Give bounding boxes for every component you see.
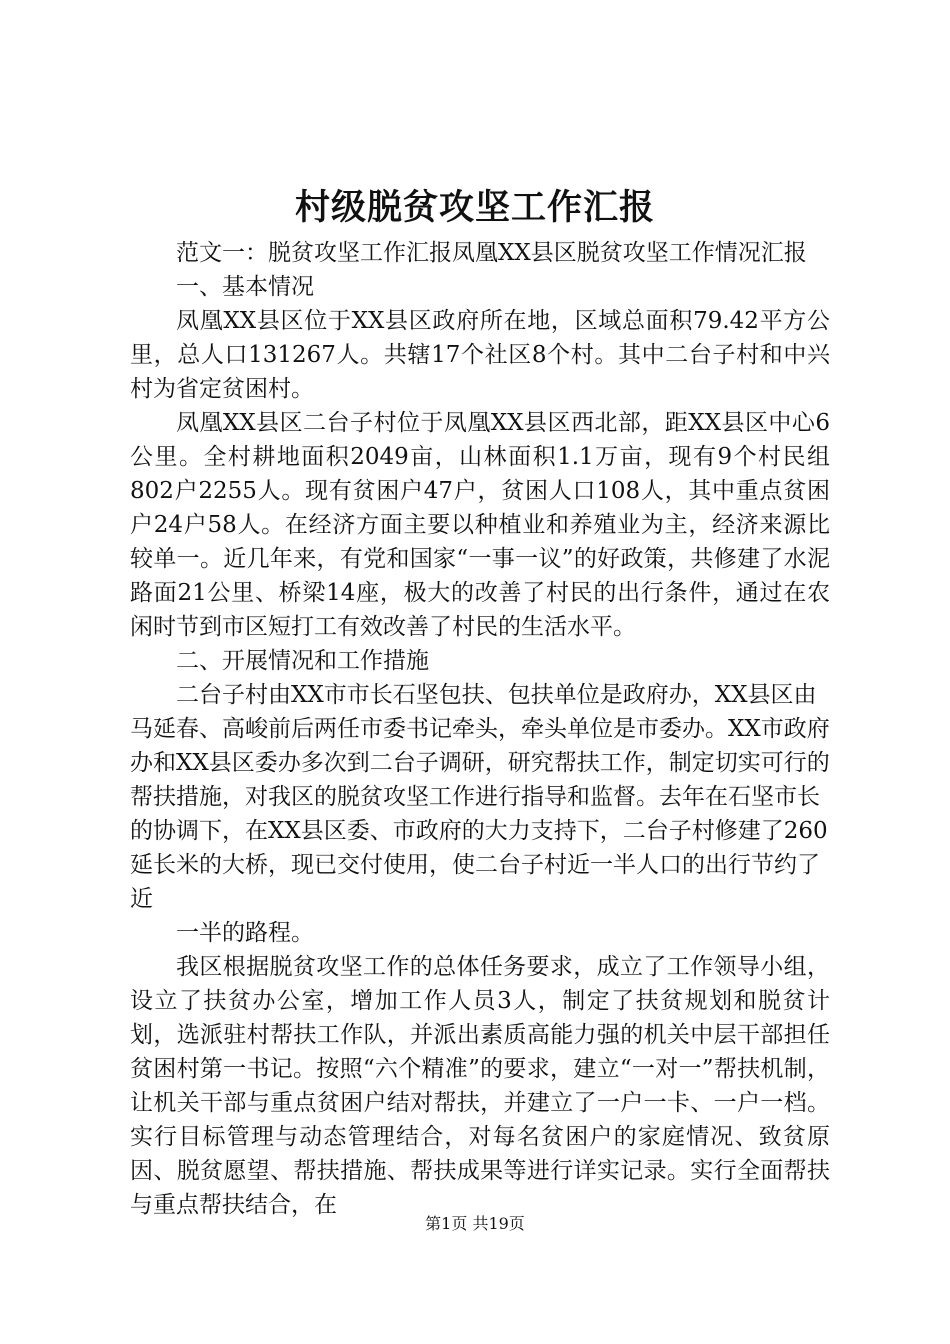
section-heading-measures: 二、开展情况和工作措施 [176,648,429,674]
section-heading-basic: 一、基本情况 [176,274,314,300]
paragraph-intro: 范文一：脱贫攻坚工作汇报凤凰XX县区脱贫攻坚工作情况汇报 [176,240,807,266]
document-body [130,236,830,1222]
page-number: 第1页 共19页 [425,1214,525,1233]
paragraph: 我区根据脱贫攻坚工作的总体任务要求，成立了工作领导小组，设立了扶贫办公室，增加工作人员3人，制定了扶贫规划和脱贫计划，选派驻村帮扶工作队，并派出素质高能力强的机关中层干部担任贫困村第一书记。按照“六个精准”的要求，建立“一对一”帮扶机制，让机关干部与重点贫困户结对帮扶，并建立了一户一卡、一户一档。实行目标管理与动态管理结合，对每名贫困户的家庭情况、致贫原因、脱贫愿望、帮扶措施、帮扶成果等进行详实记录。实行全面帮扶与重点帮扶结合，在 [130,954,830,1218]
document-title: 村级脱贫攻坚工作汇报 [294,187,655,228]
paragraph: 凤凰XX县区二台子村位于凤凰XX县区西北部，距XX县区中心6公里。全村耕地面积2049亩，山林面积1.1万亩，现有9个村民组802户2255人。现有贫困户47户，贫困人口108人，其中重点贫困户24户58人。在经济方面主要以种植业和养殖业为主，经济来源比较单一。近几年来，有党和国家“一事一议”的好政策，共修建了水泥路面21公里、桥梁14座，极大的改善了村民的出行条件，通过在农闲时节到市区短打工有效改善了村民的生活水平。 [130,410,830,640]
paragraph: 一半的路程。 [176,920,314,946]
paragraph: 二台子村由XX市市长石坚包扶、包扶单位是政府办，XX县区由马延春、高峻前后两任市委书记牵头，牵头单位是市委办。XX市政府办和XX县区委办多次到二台子调研，研究帮扶工作，制定切实可行的帮扶措施，对我区的脱贫攻坚工作进行指导和监督。去年在石坚市长的协调下，在XX县区委、市政府的大力支持下，二台子村修建了260延长米的大桥，现已交付使用，使二台子村近一半人口的出行节约了近 [130,682,830,912]
paragraph: 凤凰XX县区位于XX县区政府所在地，区域总面积79.42平方公里，总人口131267人。共辖17个社区8个村。其中二台子村和中兴村为省定贫困村。 [130,308,830,402]
